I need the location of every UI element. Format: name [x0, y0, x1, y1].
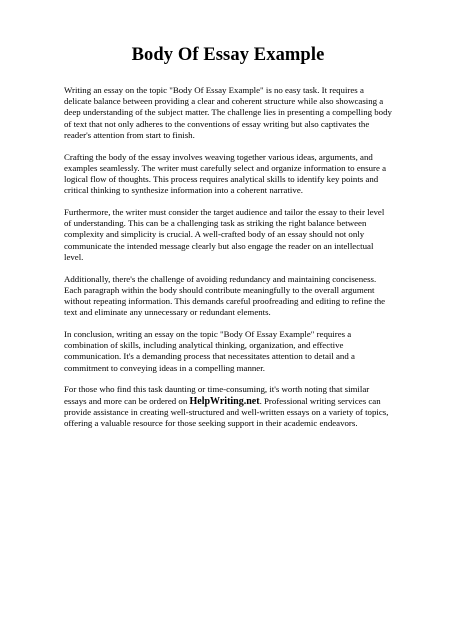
brand-name: HelpWriting.net [189, 395, 260, 407]
paragraph-intro: Writing an essay on the topic "Body Of Essay Example" is no easy task. It requires a delicate balance between providing a clear and coherent structure while also showcasing a deep understanding of the subject matter. The challenge lies in presenting a compelling body of text that not only adheres to the conventions of essay writing but also captivates the reader's attention from start to finish. [64, 85, 392, 140]
document-title: Body Of Essay Example [131, 45, 325, 65]
closing-text-before: For those who find this task daunting or time-consuming, it's worth noting that similar essays and more can be ordered on [64, 384, 370, 406]
paragraph-closing [64, 384, 392, 429]
paragraph-crafting: Crafting the body of the essay involves weaving together various ideas, arguments, and examples seamlessly. The writer must carefully select and organize information to ensure a logical flow of thoughts. This process requires analytical skills to identify key points and critical thinking to synthesize information into a coherent narrative. [64, 151, 387, 196]
paragraph-conclusion: In conclusion, writing an essay on the topic "Body Of Essay Example" requires a combination of skills, including analytical thinking, organization, and effective communication. It's a demanding process that necessitates attention to detail and a commitment to conveying ideas in a compelling manner. [64, 329, 355, 373]
paragraph-audience: Furthermore, the writer must consider the target audience and tailor the essay to their level of understanding. This can be a challenging task as striking the right balance between complexity and simplicity is crucial. A well-crafted body of an essay should not only communicate the intended message clearly but also engage the reader on an intellectual level. [64, 207, 385, 262]
closing-text-after: . Professional writing services can provide assistance in creating well-structured and well-written essays on a variety of topics, offering a valuable resource for those seeking support in their academic endeavors. [64, 395, 389, 429]
paragraph-redundancy: Additionally, there's the challenge of avoiding redundancy and maintaining conciseness. Each paragraph within the body should contribute meaningfully to the overall argument without repeating information. This demands careful proofreading and editing to refine the text and eliminate any unnecessary or redundant elements. [64, 273, 386, 318]
